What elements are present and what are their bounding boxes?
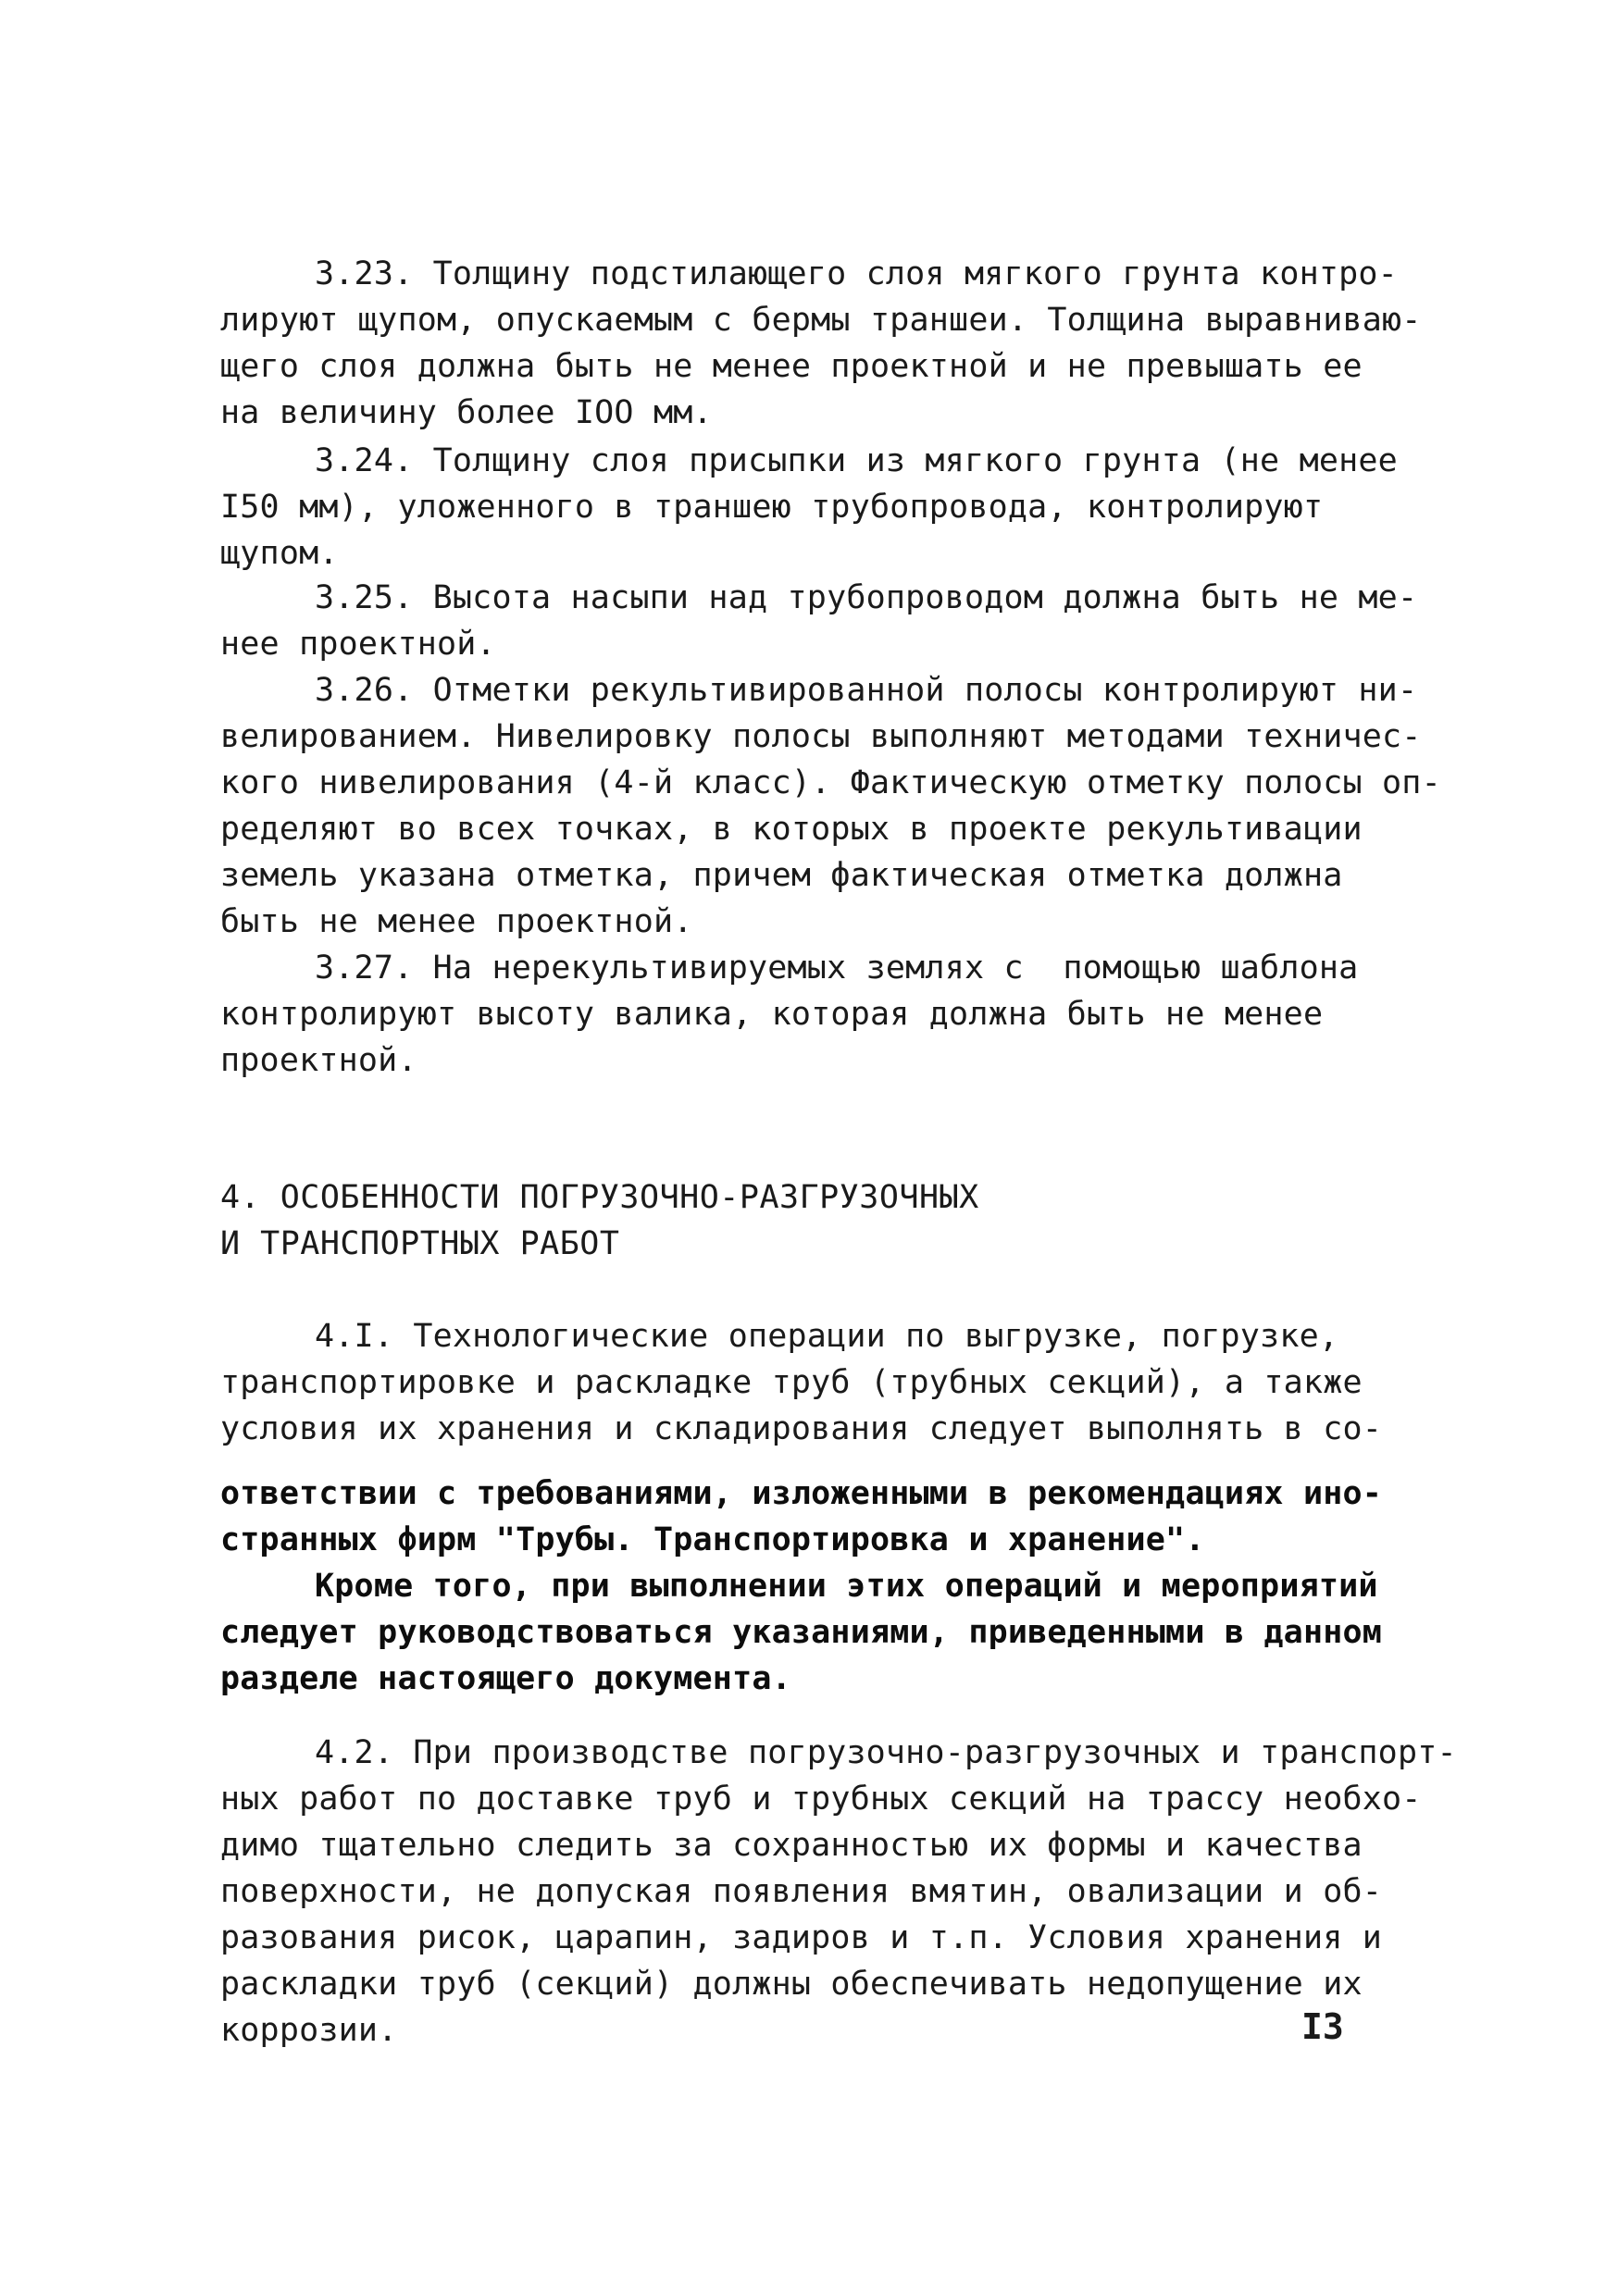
p42-line-4: поверхности, не допуская появления вмятин, овализации и об-	[220, 1873, 1383, 1910]
p41-bold2-line-1: Кроме того, при выполнении этих операций и мероприятий	[315, 1568, 1378, 1605]
p41-bold2-line-3: разделе настоящего документа.	[220, 1660, 791, 1697]
p42-line-6: раскладки труб (секций) должны обеспечивать недопущение их	[220, 1966, 1363, 2003]
p41-line-3: условия их хранения и складирования следует выполнять в со-	[220, 1410, 1383, 1447]
p324-line-2: I50 мм), уложенного в траншею трубопровода, контролируют	[220, 489, 1324, 526]
p327-line-2: контролируют высоту валика, которая должна быть не менее	[220, 996, 1324, 1033]
section-heading-line-2: И ТРАНСПОРТНЫХ РАБОТ	[220, 1225, 620, 1262]
p324-line-1: 3.24. Толщину слоя присыпки из мягкого грунта (не менее	[315, 442, 1398, 479]
p42-line-1: 4.2. При производстве погрузочно-разгрузочных и транспорт-	[315, 1734, 1457, 1771]
p42-line-2: ных работ по доставке труб и трубных секций на трассу необхо-	[220, 1781, 1422, 1818]
p326-line-1: 3.26. Отметки рекультивированной полосы контролируют ни-	[315, 672, 1418, 709]
p327-line-1: 3.27. На нерекультивируемых землях с помощью шаблона	[315, 949, 1359, 987]
p42-line-5: разования рисок, царапин, задиров и т.п. Условия хранения и	[220, 1919, 1383, 1956]
p42-line-7: коррозии.	[220, 2012, 398, 2049]
p326-line-2: велированием. Нивелировку полосы выполняют методами техничес-	[220, 718, 1422, 755]
p324-line-3: щупом.	[220, 535, 339, 572]
p326-line-5: земель указана отметка, причем фактическая отметка должна	[220, 857, 1343, 894]
p325-line-1: 3.25. Высота насыпи над трубопроводом должна быть не ме-	[315, 579, 1418, 616]
p323-line-3: щего слоя должна быть не менее проектной и не превышать ее	[220, 348, 1363, 385]
p323-line-4: на величину более IOO мм.	[220, 394, 713, 431]
p42-line-3: димо тщательно следить за сохранностью их формы и качества	[220, 1827, 1363, 1864]
p326-line-6: быть не менее проектной.	[220, 903, 693, 940]
p323-line-2: лируют щупом, опускаемым с бермы траншеи. Толщина выравниваю-	[220, 302, 1422, 339]
p323-line-1: 3.23. Толщину подстилающего слоя мягкого грунта контро-	[315, 255, 1398, 292]
p327-line-3: проектной.	[220, 1042, 417, 1079]
p41-bold2-line-2: следует руководствоваться указаниями, приведенными в данном	[220, 1614, 1383, 1651]
p41-line-2: транспортировке и раскладке труб (трубных секций), а также	[220, 1364, 1363, 1401]
p41-bold-line-2: странных фирм "Трубы. Транспортировка и хранение".	[220, 1521, 1205, 1558]
p41-line-1: 4.I. Технологические операции по выгрузке, погрузке,	[315, 1318, 1339, 1355]
section-heading-line-1: 4. ОСОБЕННОСТИ ПОГРУЗОЧНО-РАЗГРУЗОЧНЫХ	[220, 1179, 979, 1216]
p326-line-4: ределяют во всех точках, в которых в проекте рекультивации	[220, 811, 1363, 848]
p41-bold-line-1: ответствии с требованиями, изложенными в рекомендациях ино-	[220, 1475, 1383, 1512]
p326-line-3: кого нивелирования (4-й класс). Фактическую отметку полосы оп-	[220, 764, 1441, 801]
page-number: I3	[1301, 2006, 1344, 2047]
p325-line-2: нее проектной.	[220, 626, 496, 663]
